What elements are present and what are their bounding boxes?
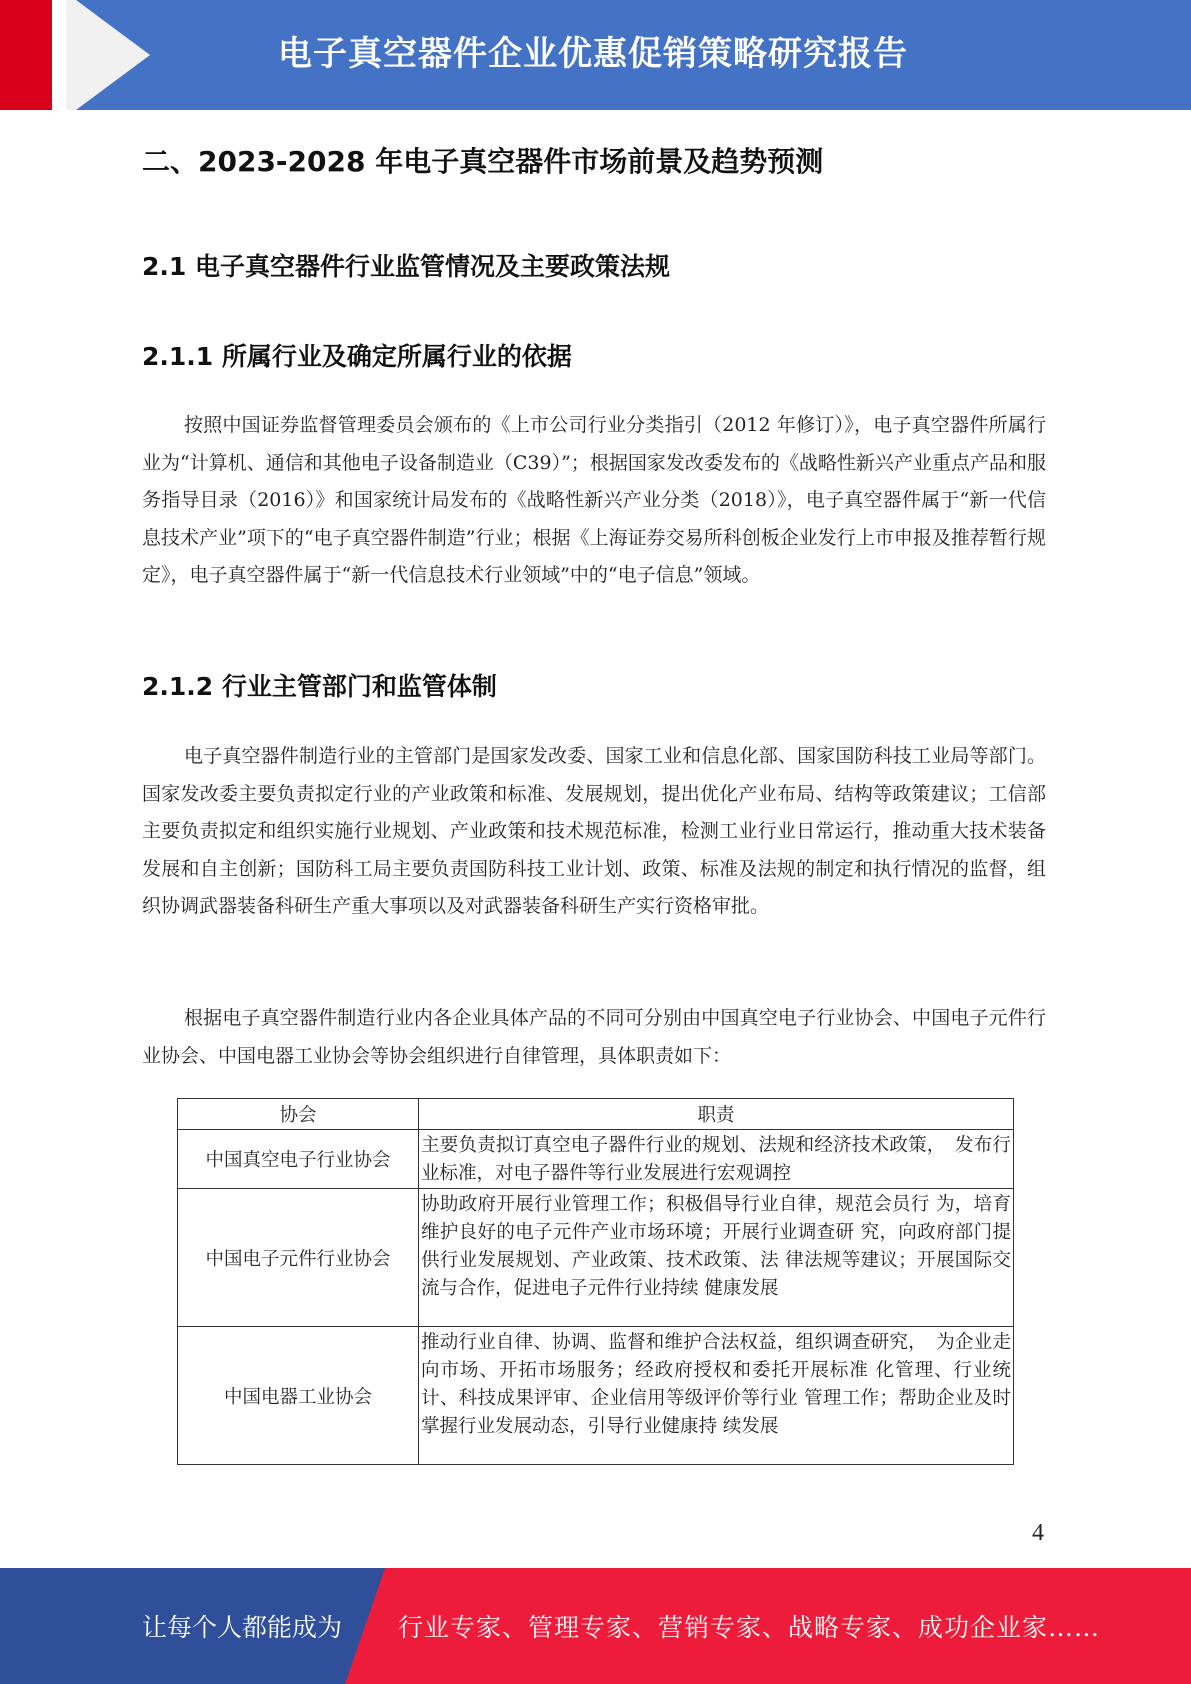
association-name: 中国电子元件行业协会 [178, 1189, 419, 1327]
paragraph-regulatory-authorities: 电子真空器件制造行业的主管部门是国家发改委、国家工业和信息化部、国家国防科技工业局等部门。国家发改委主要负责拟定行业的产业政策和标准、发展规划，提出优化产业布局、结构等政策建议；工信部主要负责拟定和组织实施行业规划、产业政策和技术规范标准，检测工业行业日常运行，推动重大技术装备发展和自主创新；国防科工局主要负责国防科技工业计划、政策、标准及法规的制定和执行情况的监督，组织协调武器装备科研生产重大事项以及对武器装备科研生产实行资格审批。 [142, 745, 1046, 917]
paragraph-self-regulation: 根据电子真空器件制造行业内各企业具体产品的不同可分别由中国真空电子行业协会、中国电子元件行业协会、中国电器工业协会等协会组织进行自律管理，具体职责如下： [142, 1007, 1046, 1067]
association-duty: 推动行业自律、协调、监督和维护合法权益，组织调查研究， 为企业走向市场、开拓市场服务；经政府授权和委托开展标准 化管理、行业统计、科技成果评审、企业信用等级评价等行业 管理工作；帮助企业及时掌握行业发展动态，引导行业健康持 续发展 [419, 1327, 1014, 1465]
page-footer [0, 1568, 1191, 1684]
column-header-association: 协会 [178, 1099, 419, 1130]
paragraph-industry-classification: 按照中国证券监督管理委员会颁布的《上市公司行业分类指引（2012 年修订）》，电子真空器件所属行业为“计算机、通信和其他电子设备制造业（C39）”；根据国家发改委发布的《战略性新兴产业重点产品和服务指导目录（2016）》和国家统计局发布的《战略性新兴产业分类（2018）》，电子真空器件属于“新一代信息技术产业”项下的“电子真空器件制造”行业；根据《上海证券交易所科创板企业发行上市申报及推荐暂行规定》，电子真空器件属于“新一代信息技术行业领域”中的“电子信息”领域。 [142, 414, 1046, 586]
report-title: 电子真空器件企业优惠促销策略研究报告 [278, 34, 908, 74]
page-number: 4 [1032, 1520, 1044, 1546]
association-name: 中国电器工业协会 [178, 1327, 419, 1465]
footer-slogan-right: 行业专家、管理专家、营销专家、战略专家、成功企业家…… [398, 1613, 1101, 1642]
table-row [178, 1189, 1014, 1327]
table-header-row [178, 1099, 1014, 1130]
table-row [178, 1327, 1014, 1465]
page-header [0, 0, 1191, 110]
table-row [178, 1130, 1014, 1189]
column-header-duty: 职责 [419, 1099, 1014, 1130]
subsection-heading-2-1: 2.1 电子真空器件行业监管情况及主要政策法规 [142, 252, 670, 281]
subsection-heading-2-1-1: 2.1.1 所属行业及确定所属行业的依据 [142, 342, 572, 371]
association-duty: 主要负责拟订真空电子器件行业的规划、法规和经济技术政策， 发布行业标准，对电子器件等行业发展进行宏观调控 [419, 1130, 1014, 1189]
section-heading: 二、2023-2028 年电子真空器件市场前景及趋势预测 [142, 145, 824, 178]
subsection-heading-2-1-2: 2.1.2 行业主管部门和监管体制 [142, 672, 497, 701]
footer-slogan-left: 让每个人都能成为 [142, 1613, 343, 1642]
association-duty: 协助政府开展行业管理工作；积极倡导行业自律，规范会员行 为，培育维护良好的电子元件产业市场环境；开展行业调查研 究，向政府部门提供行业发展规划、产业政策、技术政策、法 律法规等建议；开展国际交流与合作，促进电子元件行业持续 健康发展 [419, 1189, 1014, 1327]
association-name: 中国真空电子行业协会 [178, 1130, 419, 1189]
association-duties-table [177, 1098, 1014, 1465]
